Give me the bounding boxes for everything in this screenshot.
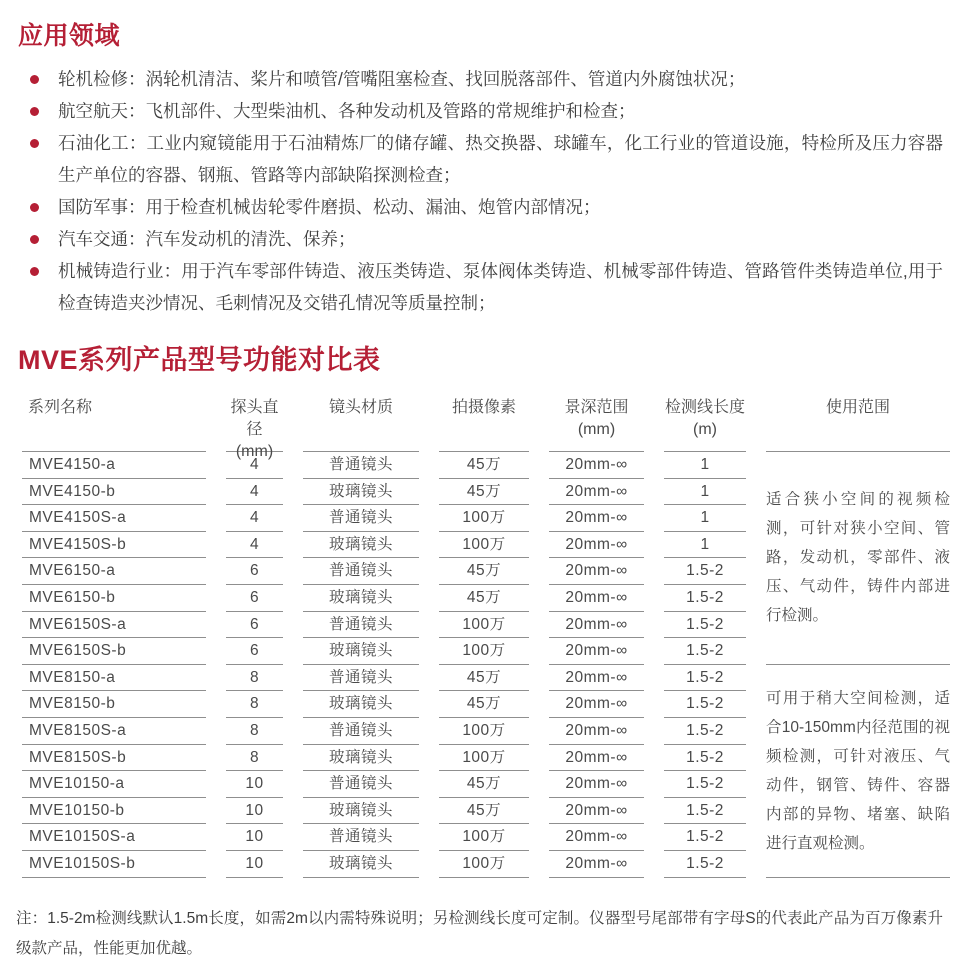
table-cell: 普通镜头	[303, 718, 419, 745]
table-cell: 4	[226, 452, 283, 479]
column-camera-pixels	[439, 394, 529, 878]
column-lens-material	[303, 394, 419, 878]
bullet-icon	[30, 235, 39, 244]
table-cell: 玻璃镜头	[303, 532, 419, 559]
column-header-lens-material	[303, 394, 419, 452]
list-item	[16, 127, 943, 191]
table-cell: 6	[226, 558, 283, 585]
column-series-name	[22, 394, 206, 878]
column-header-label: 探头直径	[230, 399, 279, 438]
table-cell: 1.5-2	[664, 718, 746, 745]
table-cell: 100万	[439, 505, 529, 532]
table-cell: MVE8150S-b	[22, 745, 206, 772]
table-cell: 20mm-∞	[549, 558, 644, 585]
table-cell: MVE4150-b	[22, 479, 206, 506]
table-cell: 1.5-2	[664, 771, 746, 798]
usage-range-cell-group1	[766, 452, 950, 665]
table-cell: 45万	[439, 585, 529, 612]
table-cell: 玻璃镜头	[303, 691, 419, 718]
table-cell: 1.5-2	[664, 691, 746, 718]
table-cell: MVE6150-b	[22, 585, 206, 612]
table-cell: MVE10150-a	[22, 771, 206, 798]
column-header-depth-of-field	[549, 394, 644, 452]
table-cell: 6	[226, 585, 283, 612]
table-cell: MVE4150S-a	[22, 505, 206, 532]
table-cell: 8	[226, 665, 283, 692]
column-header-unit: (m)	[693, 421, 717, 438]
bullet-icon	[30, 75, 39, 84]
table-cell: 20mm-∞	[549, 638, 644, 665]
table-cell: 1.5-2	[664, 585, 746, 612]
list-item	[16, 223, 943, 255]
table-cell: 20mm-∞	[549, 745, 644, 772]
table-cell: 1.5-2	[664, 665, 746, 692]
table-cell: 4	[226, 505, 283, 532]
table-cell: 20mm-∞	[549, 851, 644, 878]
column-header-camera-pixels	[439, 394, 529, 452]
bullet-icon	[30, 267, 39, 276]
table-cell: 1.5-2	[664, 745, 746, 772]
table-cell: 4	[226, 479, 283, 506]
table-cell: 20mm-∞	[549, 479, 644, 506]
table-cell: 玻璃镜头	[303, 798, 419, 825]
table-cell: 普通镜头	[303, 824, 419, 851]
list-item-text: 轮机检修：涡轮机清洁、桨片和喷管/管嘴阻塞检查、找回脱落部件、管道内外腐蚀状况；	[58, 69, 746, 89]
table-cell: 1.5-2	[664, 798, 746, 825]
table-cell: 10	[226, 771, 283, 798]
table-cell: 45万	[439, 771, 529, 798]
list-item-text: 机械铸造行业：用于汽车零部件铸造、液压类铸造、泵体阀体类铸造、机械零部件铸造、管路管件类铸造单位,用于检查铸造夹沙情况、毛刺情况及交错孔情况等质量控制；	[58, 261, 943, 313]
table-cell: 玻璃镜头	[303, 638, 419, 665]
table-cell: 100万	[439, 745, 529, 772]
column-header-usage-range	[766, 394, 950, 452]
column-probe-diameter	[226, 394, 283, 878]
column-header-series-name	[22, 394, 206, 452]
column-header-unit: (mm)	[577, 421, 616, 438]
table-cell: 20mm-∞	[549, 798, 644, 825]
table-cell: 100万	[439, 638, 529, 665]
usage-range-text: 适合狭小空间的视频检测，可针对狭小空间、管路，发动机，零部件、液压、气动件，铸件内部进行检测。	[766, 491, 950, 625]
table-cell: 20mm-∞	[549, 505, 644, 532]
column-header-label: 检测线长度	[664, 399, 745, 416]
list-item-text: 航空航天：飞机部件、大型柴油机、各种发动机及管路的常规维护和检查；	[58, 101, 636, 121]
list-item	[16, 63, 943, 95]
table-cell: 45万	[439, 479, 529, 506]
table-cell: 10	[226, 824, 283, 851]
table-cell: MVE6150S-b	[22, 638, 206, 665]
bullet-icon	[30, 107, 39, 116]
comparison-table	[22, 394, 950, 878]
column-header-label: 拍摄像素	[451, 399, 516, 416]
table-cell: 普通镜头	[303, 452, 419, 479]
table-cell: 100万	[439, 851, 529, 878]
footnote: 注：1.5-2m检测线默认1.5m长度，如需2m以内需特殊说明；另检测线长度可定制。仪器型号尾部带有字母S的代表此产品为百万像素升级款产品，性能更加优越。	[16, 909, 943, 957]
section-title-applications: 应用领域	[18, 22, 121, 50]
list-item	[16, 191, 943, 223]
usage-range-text: 可用于稍大空间检测，适合10-150mm内径范围的视频检测，可针对液压、气动件，钢管、铸件、容器内部的异物、堵塞、缺陷进行直观检测。	[766, 689, 950, 852]
table-cell: 100万	[439, 532, 529, 559]
table-cell: 普通镜头	[303, 665, 419, 692]
applications-list	[16, 63, 943, 319]
table-cell: 20mm-∞	[549, 691, 644, 718]
column-header-probe-diameter	[226, 394, 283, 460]
table-cell: MVE6150S-a	[22, 612, 206, 639]
table-cell: 20mm-∞	[549, 718, 644, 745]
table-cell: 1.5-2	[664, 638, 746, 665]
table-cell: MVE10150-b	[22, 798, 206, 825]
table-cell: 1	[664, 532, 746, 559]
table-cell: 6	[226, 638, 283, 665]
usage-range-cell-group2	[766, 665, 950, 878]
table-cell: 1.5-2	[664, 558, 746, 585]
list-item-text: 汽车交通：汽车发动机的清洗、保养；	[58, 229, 356, 249]
column-detection-line-length	[664, 394, 746, 878]
table-cell: MVE10150S-b	[22, 851, 206, 878]
table-cell: MVE8150S-a	[22, 718, 206, 745]
list-item	[16, 95, 943, 127]
table-cell: MVE10150S-a	[22, 824, 206, 851]
table-cell: 普通镜头	[303, 612, 419, 639]
list-item-text: 国防军事：用于检查机械齿轮零件磨损、松动、漏油、炮管内部情况；	[58, 197, 601, 217]
table-cell: 4	[226, 532, 283, 559]
table-cell: 100万	[439, 824, 529, 851]
table-cell: 普通镜头	[303, 558, 419, 585]
table-cell: 玻璃镜头	[303, 851, 419, 878]
table-cell: 8	[226, 691, 283, 718]
table-cell: MVE8150-b	[22, 691, 206, 718]
table-cell: MVE6150-a	[22, 558, 206, 585]
table-cell: 1.5-2	[664, 851, 746, 878]
column-depth-of-field	[549, 394, 644, 878]
column-header-label: 使用范围	[825, 399, 890, 416]
table-cell: 20mm-∞	[549, 612, 644, 639]
table-cell: 8	[226, 745, 283, 772]
table-cell: 10	[226, 798, 283, 825]
bullet-icon	[30, 203, 39, 212]
table-cell: 45万	[439, 558, 529, 585]
table-cell: 普通镜头	[303, 505, 419, 532]
column-usage-range	[766, 394, 950, 878]
table-cell: 45万	[439, 798, 529, 825]
table-cell: 玻璃镜头	[303, 745, 419, 772]
column-header-label: 景深范围	[564, 399, 629, 416]
table-cell: 玻璃镜头	[303, 479, 419, 506]
table-cell: 玻璃镜头	[303, 585, 419, 612]
table-cell: MVE4150-a	[22, 452, 206, 479]
column-header-unit: (mm)	[235, 443, 274, 460]
table-cell: 普通镜头	[303, 771, 419, 798]
table-cell: 10	[226, 851, 283, 878]
table-cell: 1	[664, 479, 746, 506]
list-item	[16, 255, 943, 319]
table-cell: 20mm-∞	[549, 585, 644, 612]
table-cell: 45万	[439, 452, 529, 479]
table-cell: 8	[226, 718, 283, 745]
column-header-label: 镜头材质	[328, 399, 393, 416]
table-cell: 45万	[439, 691, 529, 718]
table-cell: 45万	[439, 665, 529, 692]
section-title-comparison-table: MVE系列产品型号功能对比表	[18, 345, 381, 375]
table-cell: 6	[226, 612, 283, 639]
table-cell: 100万	[439, 612, 529, 639]
table-cell: 1.5-2	[664, 824, 746, 851]
table-cell: 20mm-∞	[549, 665, 644, 692]
column-header-detection-line-length	[664, 394, 746, 452]
table-cell: MVE8150-a	[22, 665, 206, 692]
table-cell: 1	[664, 452, 746, 479]
column-header-label: 系列名称	[28, 399, 93, 416]
table-cell: 1	[664, 505, 746, 532]
table-cell: 20mm-∞	[549, 532, 644, 559]
table-cell: 20mm-∞	[549, 824, 644, 851]
list-item-text: 石油化工：工业内窥镜能用于石油精炼厂的储存罐、热交换器、球罐车，化工行业的管道设施，特检所及压力容器生产单位的容器、钢瓶、管路等内部缺陷探测检查；	[58, 133, 943, 185]
table-cell: 100万	[439, 718, 529, 745]
table-cell: 20mm-∞	[549, 771, 644, 798]
table-cell: 1.5-2	[664, 612, 746, 639]
bullet-icon	[30, 139, 39, 148]
table-cell: 20mm-∞	[549, 452, 644, 479]
table-cell: MVE4150S-b	[22, 532, 206, 559]
